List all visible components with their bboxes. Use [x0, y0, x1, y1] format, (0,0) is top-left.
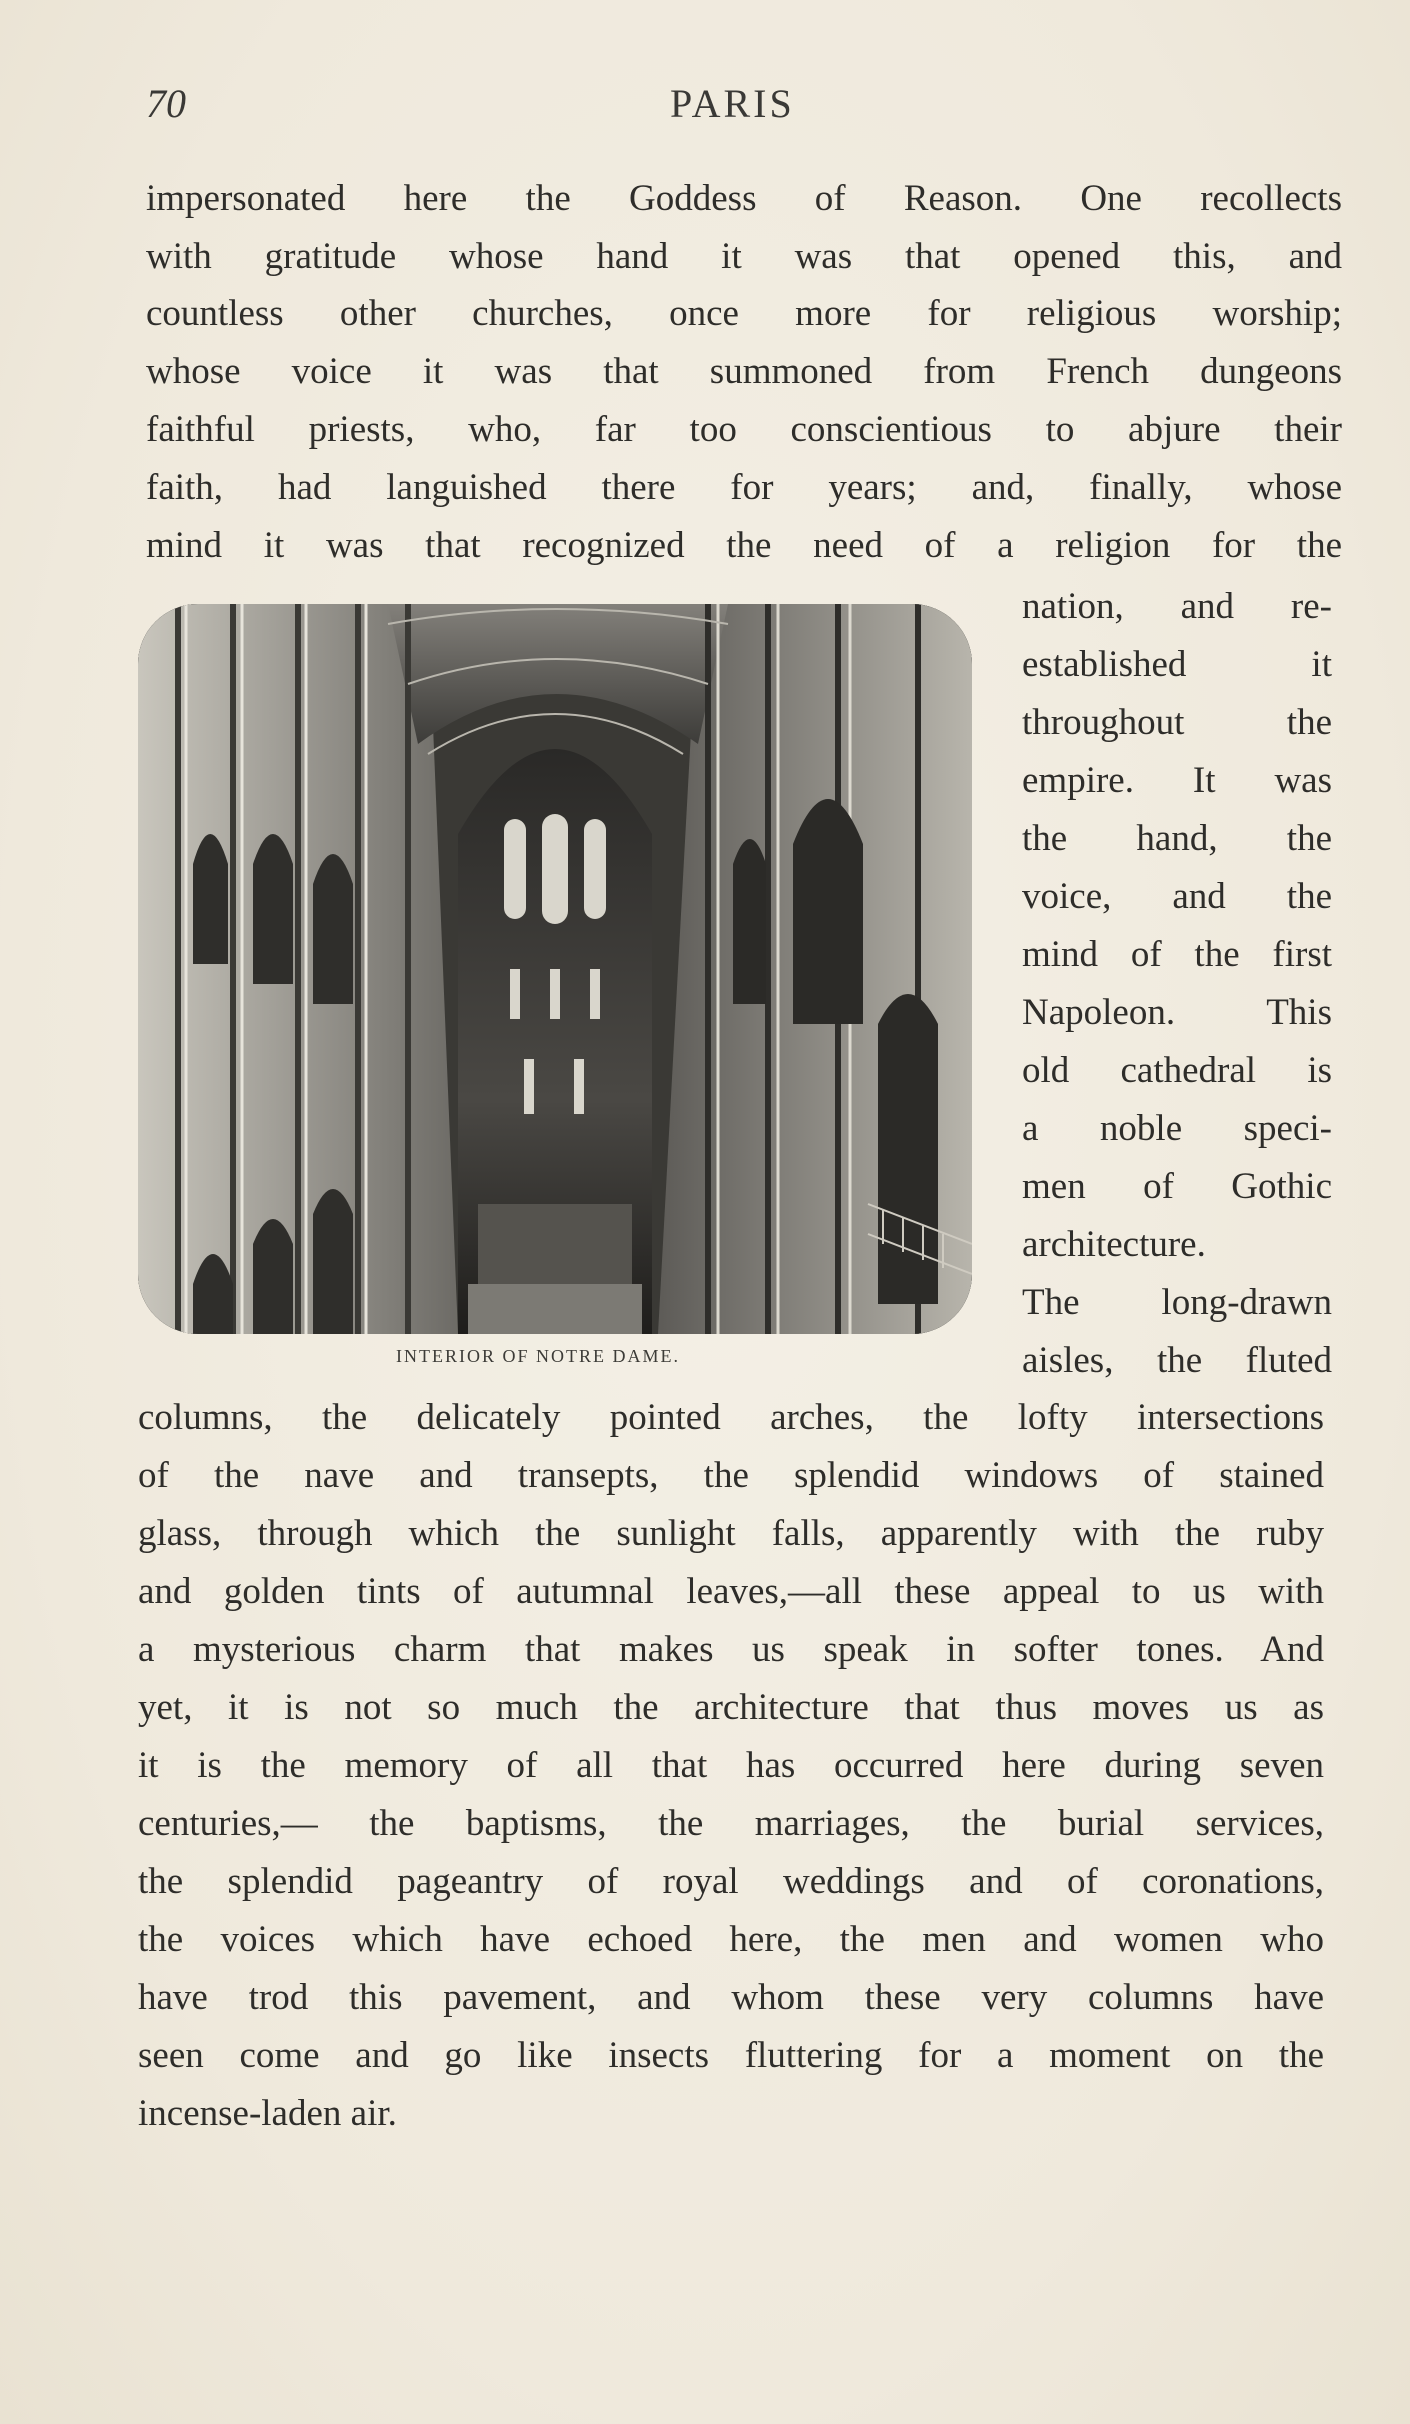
page-number: 70 [146, 81, 186, 126]
body-line: the voices which have echoed here, the men and women who [138, 1919, 1324, 1960]
side-line: nation, and re- [1022, 586, 1332, 627]
figure-caption: INTERIOR OF NOTRE DAME. [396, 1346, 680, 1366]
side-line: architecture. [1022, 1224, 1206, 1265]
side-line: The long-drawn [1022, 1282, 1332, 1323]
body-line: glass, through which the sunlight falls, apparently with the ruby [138, 1513, 1324, 1554]
body-line: and golden tints of autumnal leaves,—all these appeal to us with [138, 1571, 1324, 1612]
body-line: with gratitude whose hand it was that opened this, and [146, 236, 1342, 277]
body-line: a mysterious charm that makes us speak in softer tones. And [138, 1629, 1324, 1670]
cathedral-interior-image [138, 604, 972, 1334]
side-line: mind of the first [1022, 934, 1332, 975]
side-line: Napoleon. This [1022, 992, 1332, 1033]
body-line: seen come and go like insects fluttering for a moment on the [138, 2035, 1324, 2076]
body-line: whose voice it was that summoned from French dungeons [146, 351, 1342, 392]
page-header [140, 80, 1340, 140]
side-line: voice, and the [1022, 876, 1332, 917]
side-line: aisles, the fluted [1022, 1340, 1332, 1381]
side-line: the hand, the [1022, 818, 1332, 859]
body-line-last: incense-laden air. [138, 2093, 397, 2134]
notre-dame-interior-illustration [138, 604, 972, 1334]
body-line: columns, the delicately pointed arches, the lofty intersections [138, 1397, 1324, 1438]
side-line: established it [1022, 644, 1332, 685]
body-line: mind it was that recognized the need of a religion for the [146, 525, 1342, 566]
side-line: men of Gothic [1022, 1166, 1332, 1207]
side-line: throughout the [1022, 702, 1332, 743]
side-line: a noble speci- [1022, 1108, 1332, 1149]
running-head: PARIS [670, 81, 795, 126]
body-line: impersonated here the Goddess of Reason. One recollects [146, 178, 1342, 219]
body-line: countless other churches, once more for religious worship; [146, 293, 1342, 334]
body-line: the splendid pageantry of royal weddings and of coronations, [138, 1861, 1324, 1902]
body-line: yet, it is not so much the architecture that thus moves us as [138, 1687, 1324, 1728]
side-line: empire. It was [1022, 760, 1332, 801]
body-line: faith, had languished there for years; and, finally, whose [146, 467, 1342, 508]
body-line: it is the memory of all that has occurred here during seven [138, 1745, 1324, 1786]
body-line: have trod this pavement, and whom these very columns have [138, 1977, 1324, 2018]
side-line: old cathedral is [1022, 1050, 1332, 1091]
body-line: faithful priests, who, far too conscientious to abjure their [146, 409, 1342, 450]
body-line: centuries,— the baptisms, the marriages, the burial services, [138, 1803, 1324, 1844]
body-line: of the nave and transepts, the splendid windows of stained [138, 1455, 1324, 1496]
